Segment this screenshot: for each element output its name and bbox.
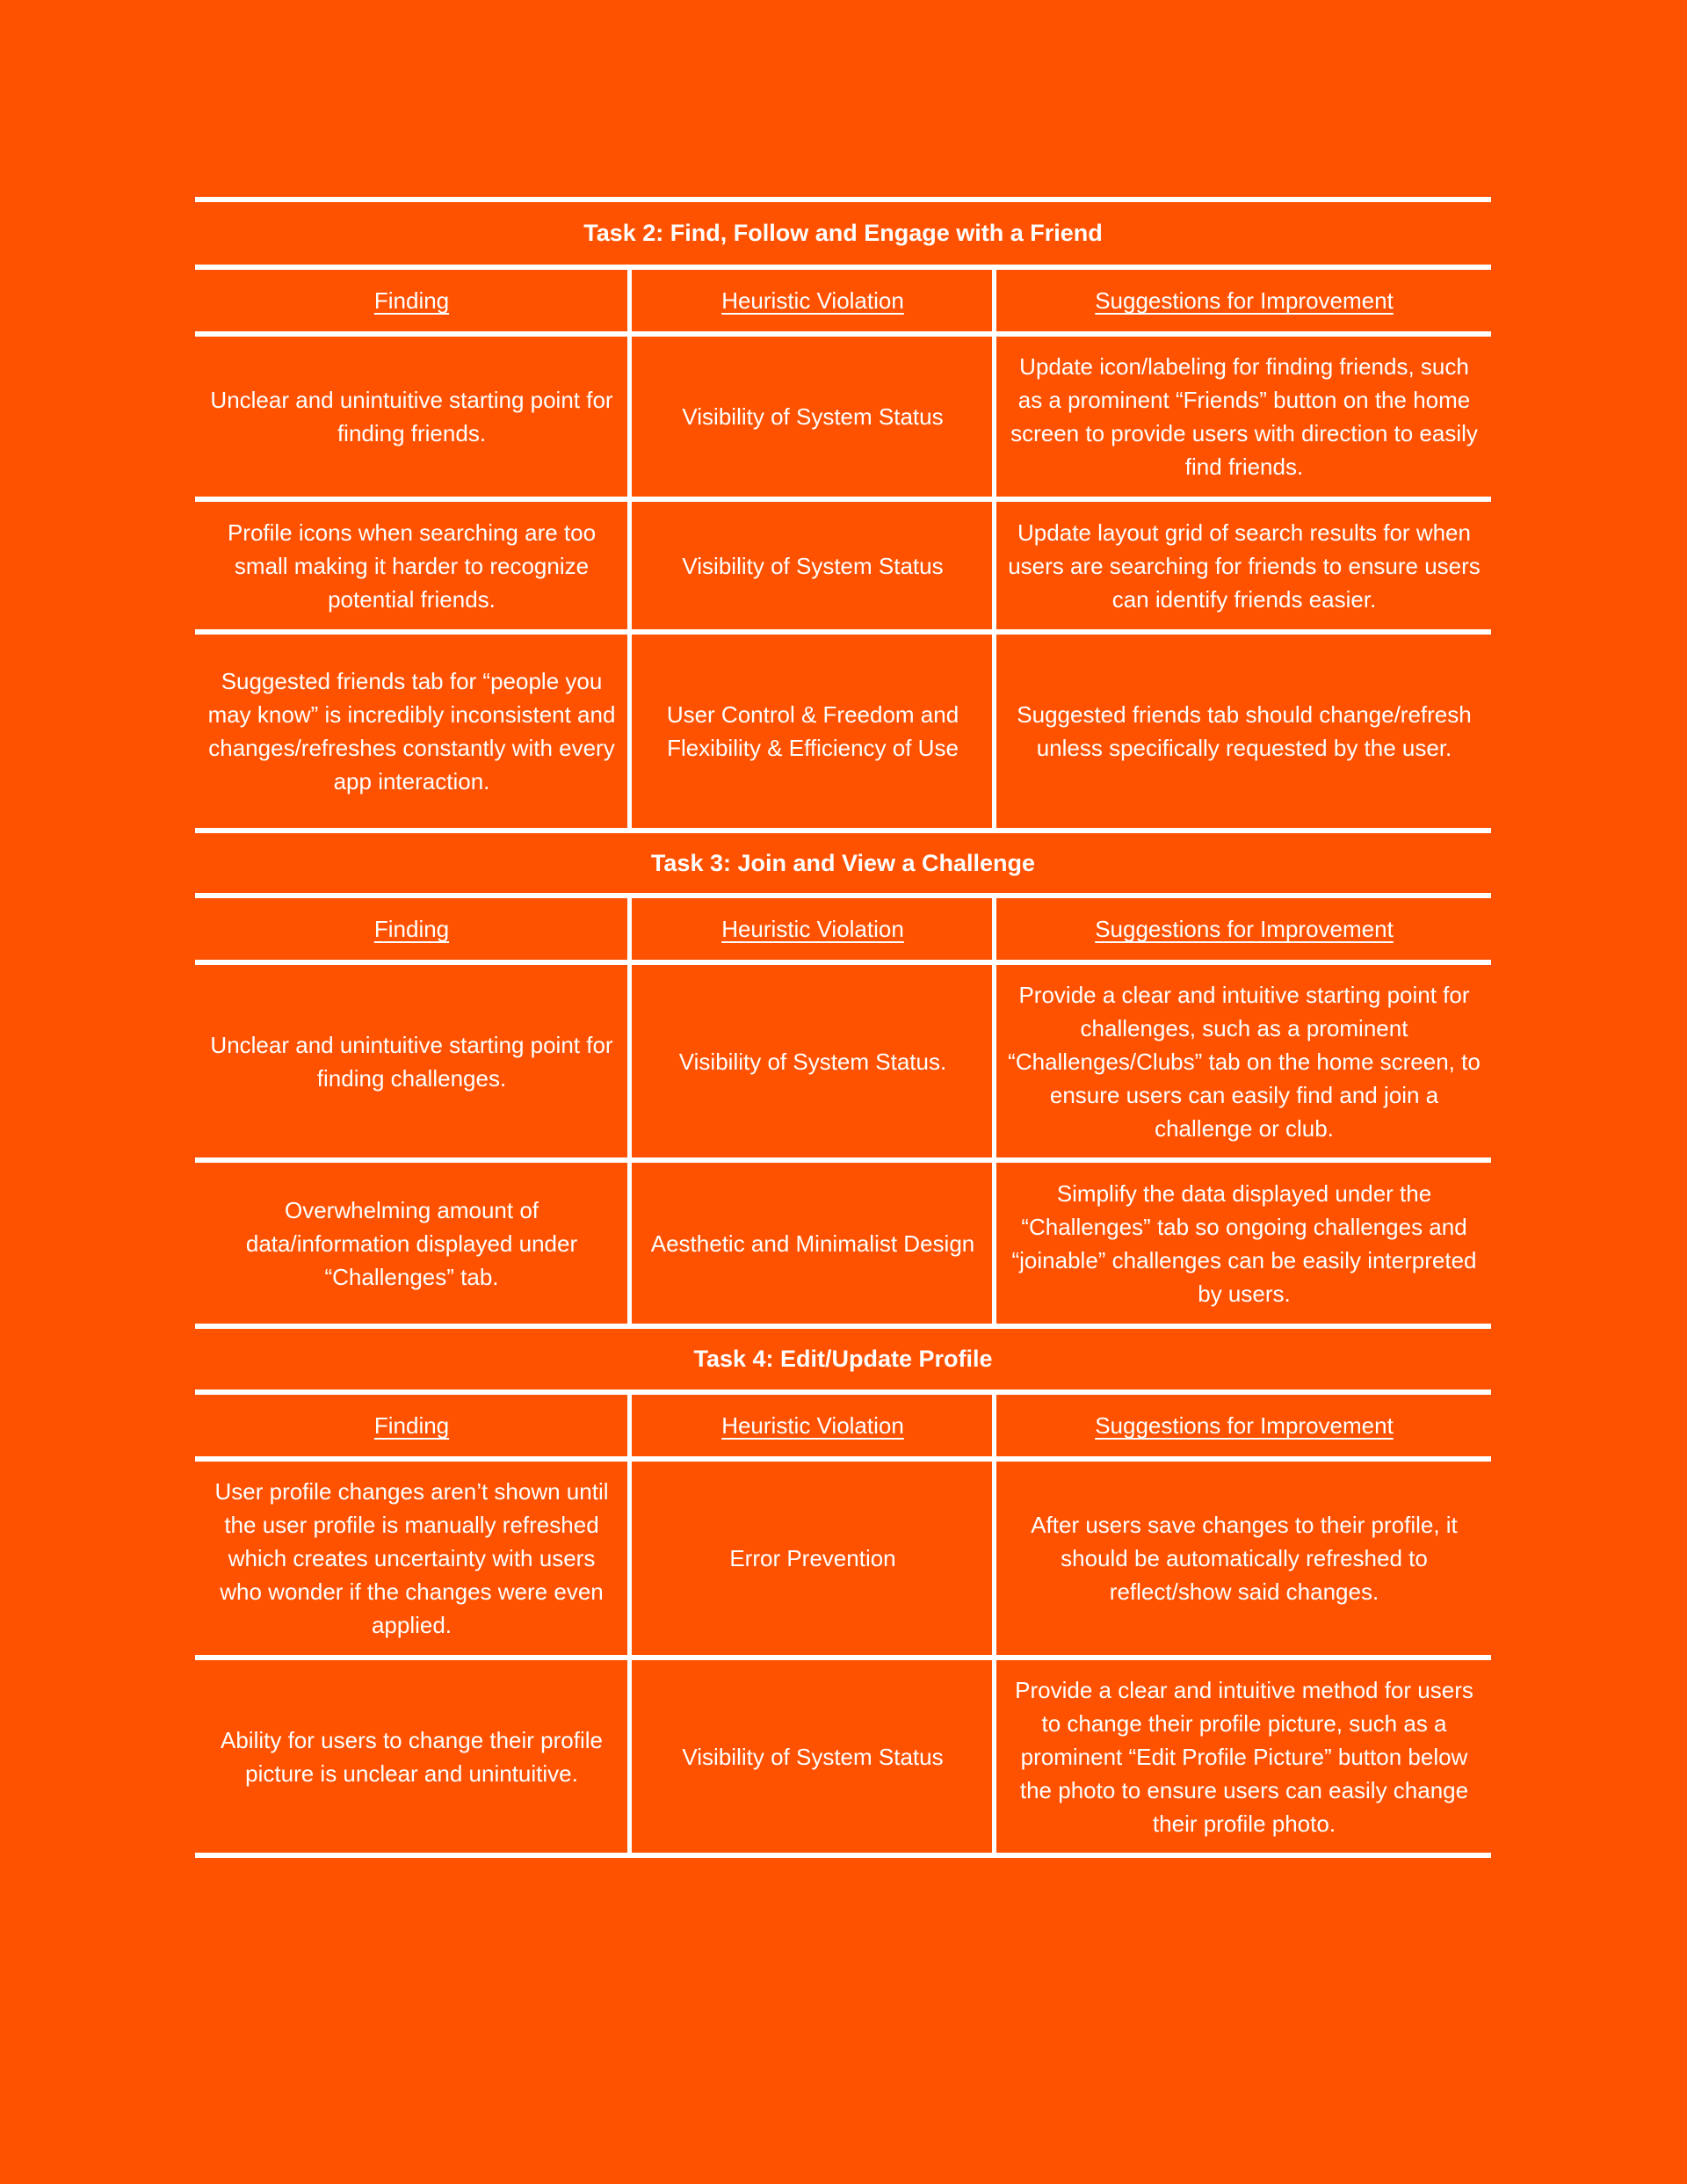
task2-row1-suggestion: Update icon/labeling for finding friends, such as a prominent “Friends” button on the home screen to provide users with direction to easily find friends.	[1010, 353, 1478, 480]
task4-header-finding: Finding	[373, 1412, 450, 1439]
task3-row2-suggestion: Simplify the data displayed under the “Challenges” tab so ongoing challenges and “joinable” challenges can be easily interpreted by users.	[1011, 1179, 1477, 1307]
task4-row1-suggestion: After users save changes to their profile, it should be automatically refreshed to reflect/show said changes.	[1031, 1512, 1458, 1605]
task3-row1-violation: Visibility of System Status.	[678, 1048, 947, 1075]
column-divider	[627, 270, 632, 828]
task2-header-suggestion: Suggestions for Improvement	[1095, 287, 1394, 314]
task4-row1-violation: Error Prevention	[729, 1545, 896, 1571]
task3-header-suggestion: Suggestions for Improvement	[1095, 916, 1394, 942]
column-divider	[627, 1395, 632, 1853]
task3-row2-finding: Overwhelming amount of data/information displayed under “Challenges” tab.	[245, 1196, 578, 1290]
task3-title: Task 3: Join and View a Challenge	[650, 849, 1036, 876]
task3-row1-suggestion: Provide a clear and intuitive starting point for challenges, such as a prominent “Challenges/Clubs” tab on the home screen, to ensure users can easily find and join a challenge or club.	[1008, 981, 1481, 1142]
task4-title: Task 4: Edit/Update Profile	[693, 1346, 993, 1372]
task3-row2-violation: Aesthetic and Minimalist Design	[650, 1230, 975, 1257]
column-divider	[627, 898, 632, 1324]
task4-row2-finding: Ability for users to change their profile picture is unclear and unintuitive.	[221, 1726, 603, 1787]
task4-header-violation: Heuristic Violation	[721, 1412, 904, 1439]
task2-title: Task 2: Find, Follow and Engage with a Friend	[583, 220, 1103, 246]
task3-header-finding: Finding	[373, 916, 450, 942]
task2-row1-violation: Visibility of System Status	[682, 403, 944, 430]
task3-header-violation: Heuristic Violation	[721, 916, 904, 942]
task2-row3-suggestion: Suggested friends tab should change/refresh unless specifically requested by the user.	[1017, 701, 1472, 761]
task2-row2-suggestion: Update layout grid of search results for when users are searching for friends to ensure users can identify friends easier.	[1008, 519, 1481, 613]
task4-row2-suggestion: Provide a clear and intuitive method for users to change their profile picture, such as a prominent “Edit Profile Picture” button below the photo to ensure users can easily change their profile photo.	[1015, 1676, 1473, 1837]
task2-row3-violation: User Control & Freedom and Flexibility & Efficiency of Use	[666, 701, 959, 761]
task4-header-suggestion: Suggestions for Improvement	[1095, 1412, 1394, 1439]
task2-row3-finding: Suggested friends tab for “people you may know” is incredibly inconsistent and changes/refreshes constantly with every app interaction.	[207, 668, 616, 795]
column-divider	[992, 1395, 996, 1853]
column-divider	[992, 898, 996, 1324]
task2-header-violation: Heuristic Violation	[721, 287, 904, 314]
column-divider	[992, 270, 996, 828]
task3-row1-finding: Unclear and unintuitive starting point for finding challenges.	[210, 1031, 613, 1092]
task2-header-finding: Finding	[373, 287, 450, 314]
task2-row1-finding: Unclear and unintuitive starting point for finding friends.	[210, 387, 613, 446]
task2-row2-violation: Visibility of System Status	[682, 552, 944, 579]
divider-bottom	[195, 1853, 1491, 1858]
task2-row2-finding: Profile icons when searching are too small making it harder to recognize potential friends.	[227, 519, 597, 613]
task4-row1-finding: User profile changes aren’t shown until the user profile is manually refreshed which creates uncertainty with users who wonder if the changes were even applied.	[214, 1478, 609, 1638]
task4-row2-violation: Visibility of System Status	[682, 1743, 944, 1770]
